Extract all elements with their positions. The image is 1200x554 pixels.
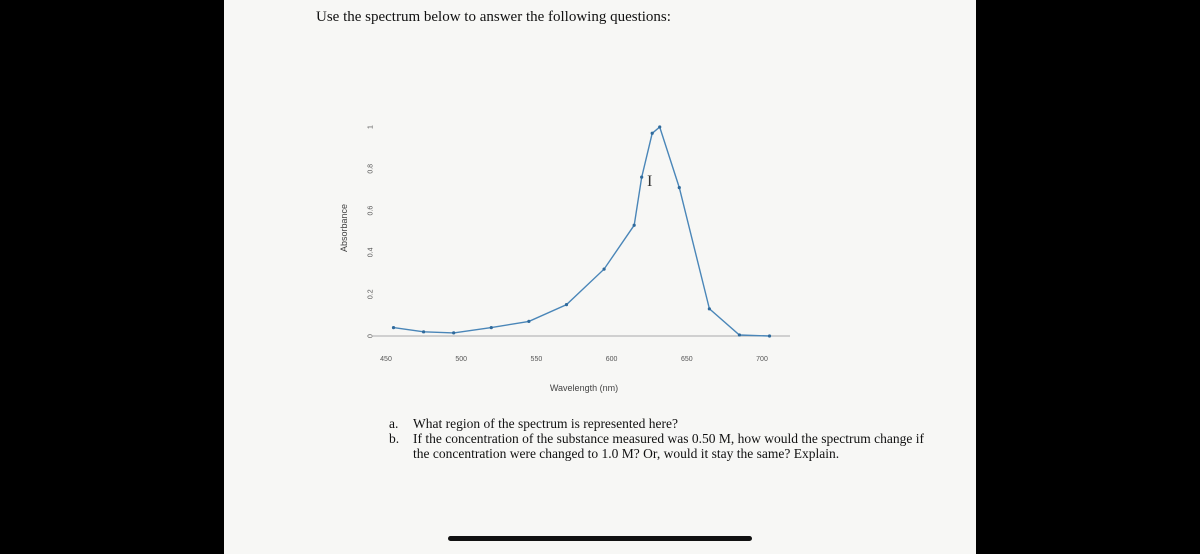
data-point: [678, 186, 681, 189]
data-point: [527, 320, 530, 323]
series-group: [392, 125, 771, 337]
data-point: [633, 224, 636, 227]
question-list: [389, 416, 929, 461]
x-tick-label: 700: [756, 356, 768, 363]
data-point: [490, 326, 493, 329]
y-axis-label: Absorbance: [339, 203, 349, 253]
x-tick-label: 650: [680, 356, 693, 363]
x-tick-label: 600: [605, 356, 618, 363]
data-point: [422, 330, 425, 333]
y-tick-label: 0.6: [367, 205, 375, 216]
x-axis-label: Wavelength (nm): [549, 383, 619, 393]
y-tick-labels: [368, 125, 375, 338]
question-b: [389, 431, 929, 461]
data-point: [651, 132, 654, 135]
instruction-text: Use the spectrum below to answer the following questions:: [316, 9, 671, 25]
question-letter: a.: [389, 416, 399, 431]
question-text: What region of the spectrum is represented here?: [413, 416, 679, 431]
data-point: [768, 334, 771, 337]
data-point: [602, 268, 605, 271]
data-point: [565, 303, 568, 306]
x-tick-label: 500: [455, 356, 468, 363]
home-indicator-bar[interactable]: [448, 536, 752, 541]
y-tick-label: 0.2: [367, 289, 375, 300]
y-tick-label: 0.4: [367, 247, 375, 258]
data-point: [392, 326, 395, 329]
series-line: [394, 127, 770, 336]
text-cursor-icon: I: [647, 173, 653, 190]
x-tick-label: 550: [530, 356, 543, 363]
data-point: [708, 307, 711, 310]
y-tick-label: 1: [367, 125, 375, 129]
y-tick-label: 0.8: [367, 163, 375, 174]
y-tick-label: 0: [367, 334, 375, 338]
data-point: [452, 331, 455, 334]
data-point: [658, 125, 661, 128]
question-text: If the concentration of the substance measured was 0.50 M, how would the spectrum change if the concentration were changed to 1.0 M? Or, would it stay the same? Explain.: [413, 431, 924, 461]
data-point: [640, 176, 643, 179]
x-tick-labels: [380, 356, 768, 363]
question-letter: b.: [389, 431, 400, 446]
x-tick-label: 450: [380, 356, 392, 363]
question-a: [389, 416, 929, 431]
data-point: [738, 333, 741, 336]
